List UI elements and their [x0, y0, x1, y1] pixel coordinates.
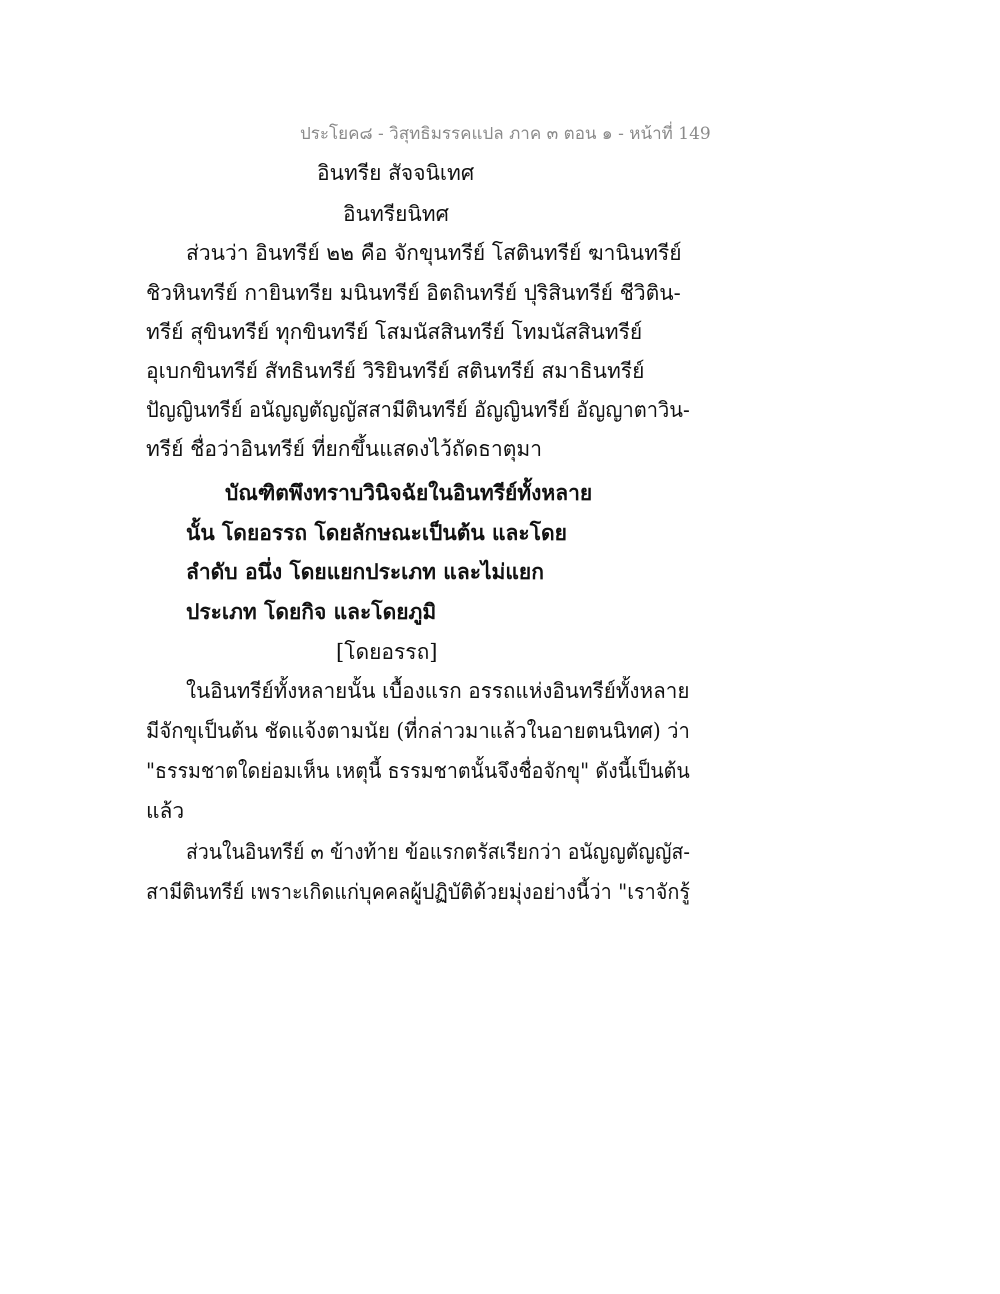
paragraph-line: ในอินทรีย์ทั้งหลายนั้น เบื้องแรก อรรถแห่งอินทรีย์ทั้งหลาย	[186, 679, 690, 703]
section-title: อินทรียนิทศ	[343, 202, 449, 226]
verse-line: นั้น โดยอรรถ โดยลักษณะเป็นต้น และโดย	[186, 520, 567, 545]
paragraph-line: ส่วนว่า อินทรีย์ ๒๒ คือ จักขุนทรีย์ โสตินทรีย์ ฆานินทรีย์	[186, 241, 682, 265]
section-heading: [โดยอรรถ]	[336, 640, 438, 664]
paragraph-line: ปัญญินทรีย์ อนัญญตัญญัสสามีตินทรีย์ อัญญินทรีย์ อัญญาตาวิน-	[146, 398, 690, 422]
paragraph-line: ทรีย์ ชื่อว่าอินทรีย์ ที่ยกขึ้นแสดงไว้ถัดธาตุมา	[146, 437, 543, 461]
paragraph-line: แล้ว	[146, 799, 185, 823]
paragraph-line: สามีตินทรีย์ เพราะเกิดแก่บุคคลผู้ปฏิบัติด้วยมุ่งอย่างนี้ว่า "เราจักรู้	[146, 880, 691, 904]
verse-line: ประเภท โดยกิจ และโดยภูมิ	[186, 599, 437, 624]
paragraph-line: ชิวหินทรีย์ กายินทรีย มนินทรีย์ อิตถินทรีย์ ปุริสินทรีย์ ชีวิติน-	[146, 281, 681, 305]
page-header: ประโยค๘ - วิสุทธิมรรคแปล ภาค ๓ ตอน ๑ - หน้าที่ 149	[300, 124, 711, 144]
verse-line: บัณฑิตพึงทราบวินิจฉัยในอินทรีย์ทั้งหลาย	[225, 480, 593, 505]
paragraph-line: มีจักขุเป็นต้น ชัดแจ้งตามนัย (ที่กล่าวมาแล้วในอายตนนิทศ) ว่า	[146, 719, 690, 743]
paragraph-line: ทรีย์ สุขินทรีย์ ทุกขินทรีย์ โสมนัสสินทรีย์ โทมนัสสินทรีย์	[146, 320, 643, 344]
verse-line: ลำดับ อนึ่ง โดยแยกประเภท และไม่แยก	[186, 559, 544, 584]
paragraph-line: ส่วนในอินทรีย์ ๓ ข้างท้าย ข้อแรกตรัสเรียกว่า อนัญญตัญญัส-	[186, 840, 690, 864]
paragraph-line: "ธรรมชาตใดย่อมเห็น เหตุนี้ ธรรมชาตนั้นจึงชื่อจักขุ" ดังนี้เป็นต้น	[146, 759, 690, 783]
chapter-title: อินทรีย สัจจนิเทศ	[317, 161, 475, 185]
paragraph-line: อุเบกขินทรีย์ สัทธินทรีย์ วิริยินทรีย์ สตินทรีย์ สมาธินทรีย์	[146, 359, 645, 383]
